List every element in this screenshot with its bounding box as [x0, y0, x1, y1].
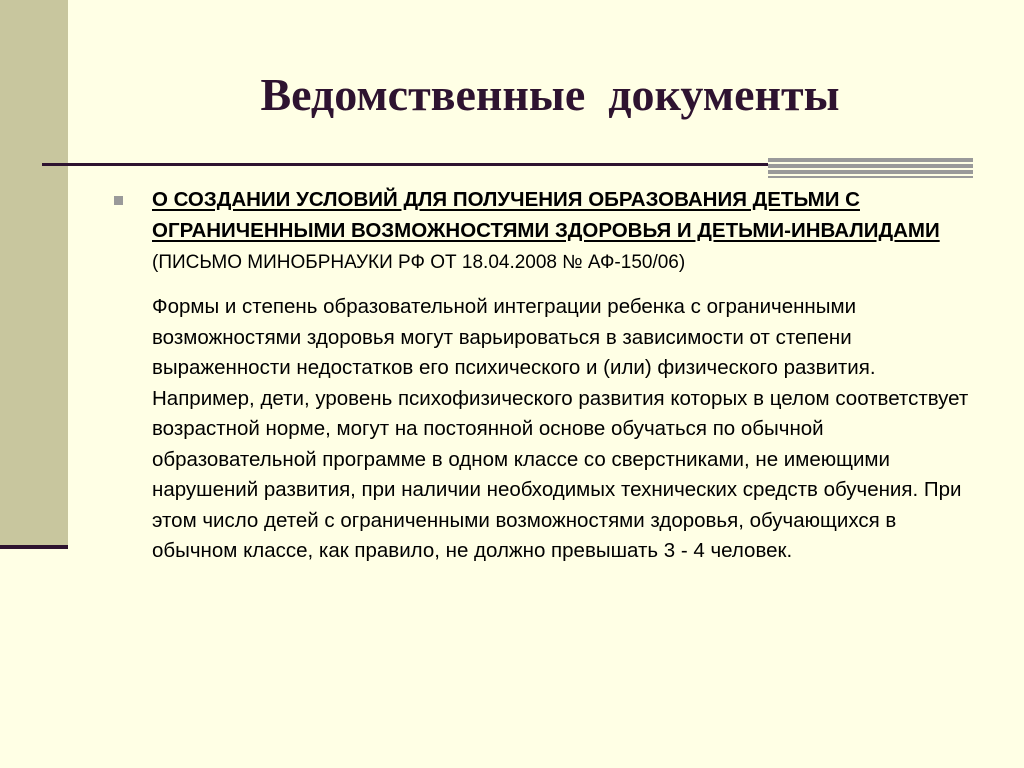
- body-paragraph: Формы и степень образовательной интеграции ребенка с ограниченными возможностями здоровья могут варьироваться в зависимости от степени выраженности недостатков его психического и (или) физического развития. Например, дети, уровень психофизического развития которых в целом соответствует возрастной норме, могут на постоянной основе обучаться по обычной образовательной программе в одном классе со сверстниками, не имеющими нарушений развития, при наличии необходимых технических средств обучения. При этом число детей с ограниченными возможностями здоровья, обучающихся в обычном классе, как правило, не должно превышать 3 - 4 человек.: [152, 295, 969, 562]
- document-title: О СОЗДАНИИ УСЛОВИЙ ДЛЯ ПОЛУЧЕНИЯ ОБРАЗОВАНИЯ ДЕТЬМИ С ОГРАНИЧЕННЫМИ ВОЗМОЖНОСТЯМИ ЗДОРОВЬЯ И ДЕТЬМИ-ИНВАЛИДАМИ: [152, 188, 940, 242]
- slide-content: [152, 184, 972, 567]
- document-heading: [152, 184, 972, 278]
- document-reference: (ПИСЬМО МИНОБРНАУКИ РФ ОТ 18.04.2008 № АФ-150/06): [152, 252, 686, 273]
- left-band-underline: [0, 545, 68, 549]
- title-divider: [42, 163, 784, 166]
- left-decorative-band: [0, 0, 68, 545]
- bullet-square-icon: [114, 196, 123, 205]
- slide-title: Ведомственные документы: [260, 69, 840, 120]
- title-divider-accent: [768, 158, 973, 178]
